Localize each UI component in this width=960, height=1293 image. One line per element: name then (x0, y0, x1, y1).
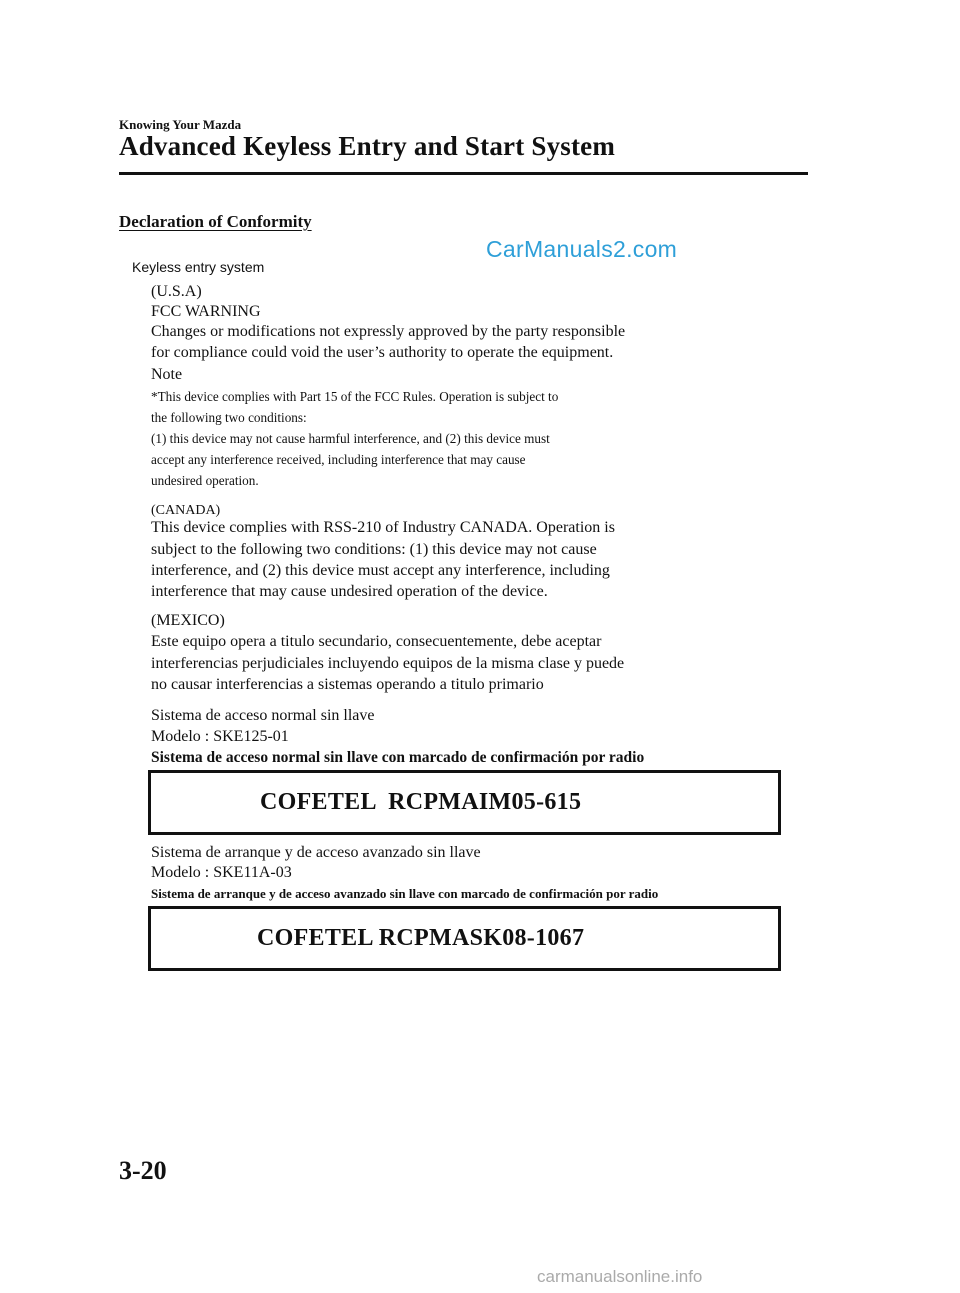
system-model: Modelo : SKE11A-03 (151, 864, 292, 881)
usa-heading: (U.S.A) (151, 283, 202, 300)
note-label: Note (151, 366, 183, 383)
note-line: *This device complies with Part 15 of the FCC Rules. Operation is subject to (151, 389, 559, 404)
mexico-line: Este equipo opera a titulo secundario, consecuentemente, debe aceptar (151, 633, 602, 650)
canada-line: interference, and (2) this device must accept any interference, including (151, 562, 610, 579)
note-line: (1) this device may not cause harmful interference, and (2) this device must (151, 431, 550, 446)
note-line: accept any interference received, including interference that may cause (151, 452, 526, 467)
certificate-box (148, 770, 781, 835)
page-number: 3-20 (119, 1156, 167, 1185)
watermark-logo: CarManuals2.com (486, 236, 678, 262)
usa-changes-line: for compliance could void the user’s authority to operate the equipment. (151, 344, 614, 361)
usa-changes-line: Changes or modifications not expressly approved by the party responsible (151, 323, 626, 340)
certificate-number: COFETEL RCPMASK08-1067 (257, 925, 585, 951)
subsection-title: Keyless entry system (132, 259, 265, 275)
mexico-line: interferencias perjudiciales incluyendo equipos de la misma clase y puede (151, 655, 625, 672)
chapter-label: Knowing Your Mazda (119, 117, 242, 132)
certificate-box (148, 906, 781, 971)
title-rule (119, 172, 808, 175)
mexico-line: no causar interferencias a sistemas operando a titulo primario (151, 676, 544, 693)
canada-line: interference that may cause undesired operation of the device. (151, 583, 548, 600)
system-caption: Sistema de acceso normal sin llave con marcado de confirmación por radio (151, 749, 645, 766)
fcc-warning: FCC WARNING (151, 303, 261, 320)
canada-line: subject to the following two conditions: (1) this device may not cause (151, 541, 597, 558)
note-line: undesired operation. (151, 473, 259, 488)
system-caption: Sistema de arranque y de acceso avanzado sin llave con marcado de confirmación por radio (151, 886, 659, 901)
note-line: the following two conditions: (151, 410, 307, 425)
canada-line: This device complies with RSS-210 of Industry CANADA. Operation is (151, 519, 615, 536)
canada-heading: (CANADA) (151, 503, 221, 518)
system-name: Sistema de acceso normal sin llave (151, 707, 375, 724)
section-title: Declaration of Conformity (119, 212, 312, 231)
system-model: Modelo : SKE125-01 (151, 728, 289, 745)
page-title: Advanced Keyless Entry and Start System (119, 131, 616, 161)
certificate-number: COFETEL RCPMAIM05-615 (260, 789, 582, 815)
system-name: Sistema de arranque y de acceso avanzado sin llave (151, 844, 481, 861)
mexico-heading: (MEXICO) (151, 612, 225, 629)
watermark-footer: carmanualsonline.info (537, 1267, 703, 1286)
